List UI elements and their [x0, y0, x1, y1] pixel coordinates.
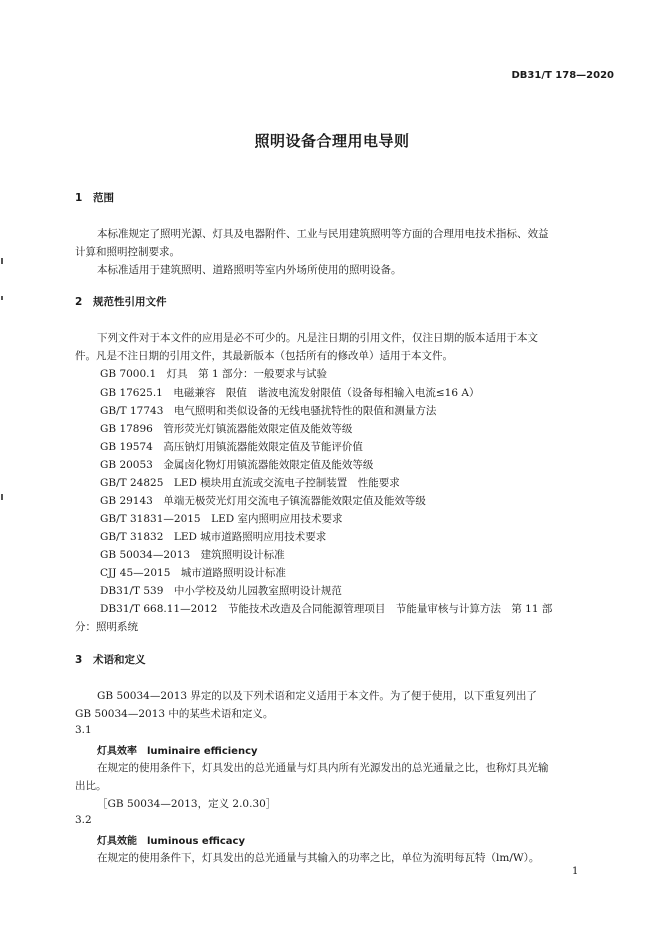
section-title: 术语和定义 — [93, 654, 146, 666]
section-1-paragraph-1: 本标准规定了照明光源、灯具及电器附件、工业与民用建筑照明等方面的合理用电技术指标、效益 — [97, 228, 549, 240]
term-name: 灯具效率 luminaire efficiency — [97, 746, 258, 757]
section-2-intro-cont: 件。凡是不注日期的引用文件，其最新版本（包括所有的修改单）适用于本文件。 — [75, 350, 453, 362]
margin-mark — [1, 494, 3, 500]
section-3-intro-cont: GB 50034—2013 中的某些术语和定义。 — [75, 708, 274, 720]
reference-item: GB/T 31831—2015 LED 室内照明应用技术要求 — [100, 513, 343, 525]
reference-item: GB 7000.1 灯具 第 1 部分：一般要求与试验 — [100, 368, 328, 380]
page-title: 照明设备合理用电导则 — [254, 132, 410, 150]
reference-item: GB 17625.1 电磁兼容 限值 谐波电流发射限值（设备每相输入电流≤16 A） — [100, 387, 480, 399]
section-1-paragraph-1-cont: 计算和照明控制要求。 — [75, 246, 180, 258]
term-definition-cont: 出比。 — [75, 780, 107, 792]
term-definition: 在规定的使用条件下，灯具发出的总光通量与灯具内所有光源发出的总光通量之比，也称灯具光输 — [97, 762, 549, 774]
section-1-heading — [75, 190, 114, 205]
margin-mark — [1, 258, 3, 264]
reference-item: GB/T 17743 电气照明和类似设备的无线电骚扰特性的限值和测量方法 — [100, 405, 437, 417]
section-2-intro: 下列文件对于本文件的应用是必不可少的。凡是注日期的引用文件，仅注日期的版本适用于本文 — [97, 332, 538, 344]
section-3-intro: GB 50034—2013 界定的以及下列术语和定义适用于本文件。为了便于使用，以下重复列出了 — [97, 690, 537, 702]
reference-item: GB/T 31832 LED 城市道路照明应用技术要求 — [100, 531, 327, 543]
section-2-heading — [75, 294, 167, 309]
term-name: 灯具效能 luminous efficacy — [97, 836, 245, 847]
reference-item: GB 29143 单端无极荧光灯用交流电子镇流器能效限定值及能效等级 — [100, 495, 426, 507]
reference-item: CJJ 45—2015 城市道路照明设计标准 — [100, 567, 286, 579]
page-number: 1 — [572, 866, 579, 877]
reference-item: GB 17896 管形荧光灯镇流器能效限定值及能效等级 — [100, 423, 353, 435]
reference-item: GB 19574 高压钠灯用镇流器能效限定值及节能评价值 — [100, 441, 363, 453]
section-number: 2 — [75, 296, 83, 308]
reference-item: DB31/T 668.11—2012 节能技术改造及合同能源管理项目 节能量审核与计算方法 第 11 部 — [100, 603, 553, 615]
reference-item: GB/T 24825 LED 模块用直流或交流电子控制装置 性能要求 — [100, 477, 400, 489]
section-title: 范围 — [93, 192, 114, 204]
section-number: 3 — [75, 654, 83, 666]
term-number: 3.2 — [75, 814, 92, 826]
section-3-heading — [75, 652, 146, 667]
term-source: ［GB 50034—2013，定义 2.0.30］ — [97, 798, 277, 810]
term-definition: 在规定的使用条件下，灯具发出的总光通量与其输入的功率之比，单位为流明每瓦特（lm/W）。 — [97, 852, 540, 864]
section-1-paragraph-2: 本标准适用于建筑照明、道路照明等室内外场所使用的照明设备。 — [97, 264, 402, 276]
reference-item-cont: 分：照明系统 — [75, 621, 138, 633]
reference-item: DB31/T 539 中小学校及幼儿园教室照明设计规范 — [100, 585, 342, 597]
reference-item: GB 50034—2013 建筑照明设计标准 — [100, 549, 285, 561]
reference-item: GB 20053 金属卤化物灯用镇流器能效限定值及能效等级 — [100, 459, 374, 471]
section-title: 规范性引用文件 — [93, 296, 167, 308]
document-number: DB31/T 178—2020 — [511, 70, 614, 81]
margin-mark — [1, 296, 3, 300]
section-number: 1 — [75, 192, 83, 204]
term-number: 3.1 — [75, 724, 92, 736]
